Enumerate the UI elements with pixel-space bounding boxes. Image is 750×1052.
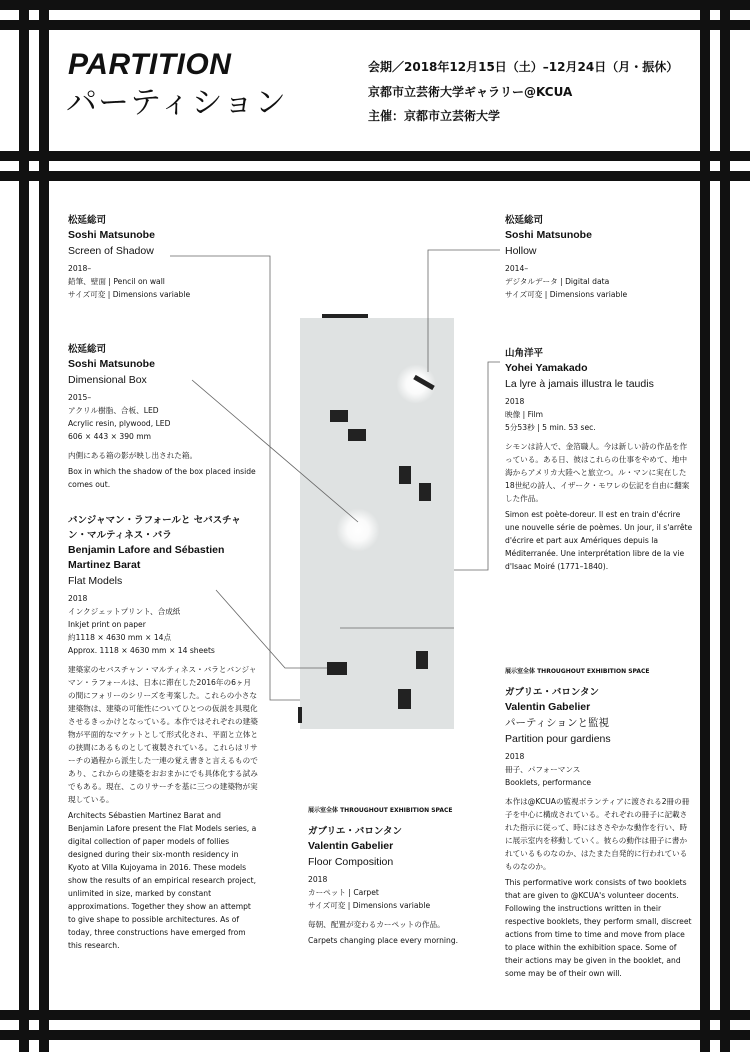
work-year: 2014–	[505, 264, 529, 273]
artist-name-en: Valentin Gabelier	[505, 701, 591, 713]
work-description-en: Box in which the shadow of the box placed inside comes out.	[68, 467, 256, 489]
work-year: 2018	[308, 875, 328, 884]
exhibition-organizer: 主催：京都市立芸術大学	[368, 109, 501, 123]
work-size-en: Approx. 1118 × 4630 mm × 14 sheets	[68, 646, 215, 655]
work-year: 2015–	[68, 393, 92, 402]
work-description-en: This performative work consists of two booklets that are given to @KCUA's volunteer docents. Following the instructions written in their respective booklets, they perform small, discreet actions from time to time and move from place to place within the exhibition space. Some of their actions may be given in the booklet, and some may be of their own will.	[505, 878, 692, 978]
work-duration: 5分53秒 | 5 min. 53 sec.	[505, 423, 596, 432]
artist-name-jp: 松延総司	[68, 344, 107, 355]
work-medium-jp: 冊子、パフォーマンス	[505, 765, 581, 774]
work-description-jp: 建築家のセバスチャン・マルティネス・バラとバンジャマン・ラフォールは、日本に滞在した2016年の6ヶ月の間にフォリーのシリーズを考案した。これらの小さな建築物は、建築の可能性についてひとつの仮説を具現化させるきっかけとなっている。本作ではそれぞれの建築物が平面的なマケットとして形式化され、平面と立体との狭間にあるものとして複製されている。これらはリサーチの過程から派生した一連の覚え書きと言えるものであり、これからの建築をおおまかにでも具体化する試みでもある。現在、このリサーチを基に三つの建築物が実現している。	[68, 665, 258, 804]
title-english: PARTITION	[68, 48, 232, 81]
work-description-jp: 毎朝、配置が変わるカーペットの作品。	[308, 920, 445, 929]
work-size: サイズ可変 | Dimensions variable	[505, 290, 628, 299]
work-title: Hollow	[505, 245, 537, 257]
work-size: サイズ可変 | Dimensions variable	[68, 290, 191, 299]
title-japanese: パーティション	[66, 85, 287, 121]
work-medium-jp: アクリル樹脂、合板、LED	[68, 406, 159, 415]
work-size: サイズ可変 | Dimensions variable	[308, 901, 431, 910]
work-medium: 鉛筆、壁面 | Pencil on wall	[68, 277, 165, 286]
work-partition-pour-gardiens	[505, 667, 693, 980]
work-medium: 映像 | Film	[505, 410, 544, 419]
work-description-en: Architects Sébastien Martinez Barat and Benjamin Lafore present the Flat Models series, a digital collection of paper models of follies designed during their six-month residency in Kyoto at Villa Kujoyama in 2016. These models show the results of an empirical research project, unlimited in size, marked by constant approximations. Together they show an attempt to give shape to possible architectures. As of today, three constructions have emerged from this research.	[68, 811, 257, 950]
artist-name-en: Yohei Yamakado	[505, 362, 588, 374]
work-hollow	[505, 213, 695, 301]
work-description-jp: シモンは詩人で、金箔職人。今は新しい詩の作品を作っている。ある日、彼はこれらの仕事をやめて、地中海からアメリカ大陸へと旅立つ。ル・マンに実在した18世紀の詩人、イザーク・モワレの伝記を自由に翻案した作品。	[505, 442, 690, 503]
work-medium-jp: インクジェットプリント、合成紙	[68, 607, 181, 616]
artist-name-jp: 山角洋平	[505, 348, 544, 359]
artist-name-en: Benjamin Lafore and Sébastien Martinez Barat	[68, 544, 225, 571]
artist-name-en: Soshi Matsunobe	[505, 229, 592, 241]
work-screen-of-shadow	[68, 213, 263, 301]
work-year: 2018–	[68, 264, 92, 273]
leader-la-lyre-line	[454, 362, 500, 570]
artist-name-jp: バンジャマン・ラフォールと セバスチャン・マルティネス・バラ	[68, 515, 241, 541]
work-floor-composition	[308, 806, 478, 947]
artist-name-jp: 松延総司	[505, 215, 544, 226]
work-la-lyre	[505, 346, 693, 573]
work-size: 606 × 443 × 390 mm	[68, 432, 152, 441]
artist-name-en: Soshi Matsunobe	[68, 358, 155, 370]
work-description-fr: Simon est poète-doreur. Il est en train d'écrire une nouvelle série de poèmes. Un jour, il s'arrête d'écrire et part aux Amériques depuis la Méditerranée. Une interprétation libre de la vie d'Isaac Moiré (1771–1840).	[505, 510, 693, 571]
leader-hollow-line	[428, 250, 500, 372]
artist-name-en: Valentin Gabelier	[308, 840, 394, 852]
work-flat-models	[68, 513, 258, 952]
work-description-jp: 本作は@KCUAの監視ボランティアに渡される2冊の冊子を中心に構成されている。それぞれの冊子に記載された指示に従って、時にはささやかな動作を行い、時に展示室内を移動していく。彼らの動作は冊子に書かれているものなのか、はたまた自発的に行われているものなのか。	[505, 797, 690, 871]
artist-name-en: Soshi Matsunobe	[68, 229, 155, 241]
work-year: 2018	[505, 752, 525, 761]
work-medium: カーペット | Carpet	[308, 888, 379, 897]
work-title: Screen of Shadow	[68, 245, 154, 257]
work-title: Floor Composition	[308, 856, 394, 868]
work-title: La lyre à jamais illustra le taudis	[505, 378, 654, 390]
work-medium-en: Booklets, performance	[505, 778, 592, 787]
work-title: Flat Models	[68, 575, 123, 587]
work-description-en: Carpets changing place every morning.	[308, 936, 459, 945]
work-medium: デジタルデータ | Digital data	[505, 277, 610, 286]
work-medium-en: Acrylic resin, plywood, LED	[68, 419, 171, 428]
space-label: 展示室全体 THROUGHOUT EXHIBITION SPACE	[505, 668, 650, 675]
artist-name-jp: ガブリエ・バロンタン	[308, 826, 403, 837]
exhibition-venue: 京都市立芸術大学ギャラリー@KCUA	[368, 85, 573, 99]
work-description-jp: 内側にある箱の影が映し出された箱。	[68, 451, 198, 460]
work-size-jp: 約1118 × 4630 mm × 14点	[68, 633, 172, 642]
work-title-jp: パーティションと監視	[505, 717, 609, 729]
work-year: 2018	[68, 594, 88, 603]
work-year: 2018	[505, 397, 525, 406]
artist-name-jp: ガブリエ・バロンタン	[505, 687, 600, 698]
space-label: 展示室全体 THROUGHOUT EXHIBITION SPACE	[308, 807, 453, 814]
work-medium-en: Inkjet print on paper	[68, 620, 146, 629]
work-dimensional-box	[68, 342, 263, 491]
artist-name-jp: 松延総司	[68, 215, 107, 226]
exhibition-period: 会期／2018年12月15日（土）–12月24日（月・振休）	[368, 60, 679, 74]
work-title: Dimensional Box	[68, 374, 147, 386]
work-title: Partition pour gardiens	[505, 733, 611, 745]
